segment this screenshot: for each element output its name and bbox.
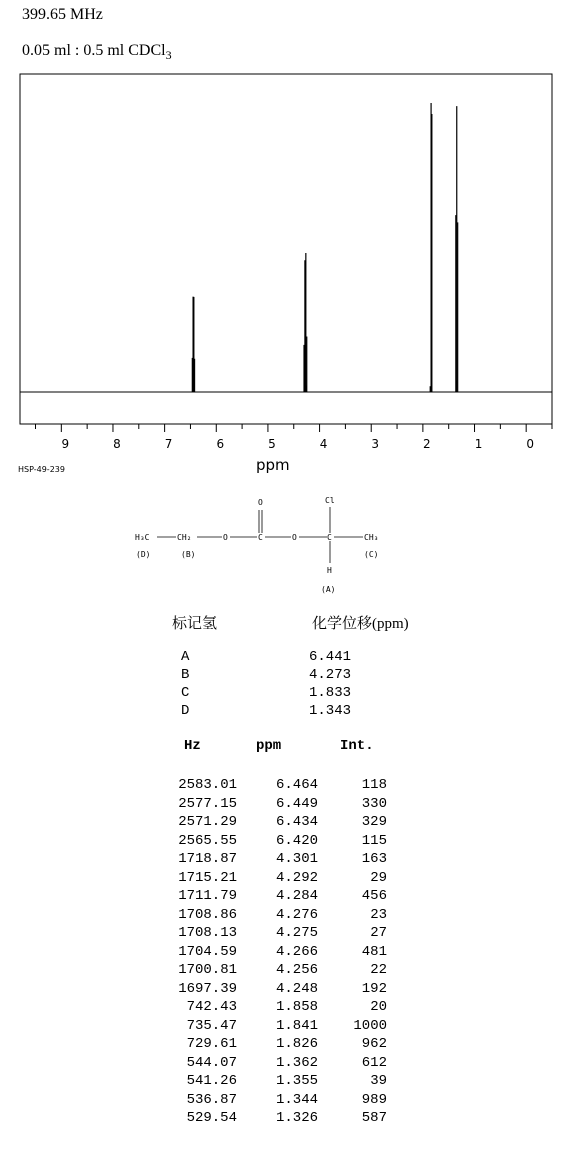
peak-hz: 735.47 (186, 1017, 237, 1034)
x-tick-label: 7 (164, 437, 173, 451)
peak-hz: 2577.15 (178, 795, 237, 812)
peak-header-int: Int. (340, 738, 374, 754)
peak-int: 330 (361, 795, 387, 812)
assignment-ppm: 4.273 (309, 667, 352, 683)
struct-label-d: (D) (136, 550, 151, 559)
x-tick-label: 6 (216, 437, 225, 451)
peak-int: 23 (370, 906, 387, 923)
assignment-header-shift: 化学位移(ppm) (312, 616, 409, 632)
peak-ppm: 4.248 (275, 980, 318, 997)
peak-hz: 1715.21 (178, 869, 237, 886)
peak-ppm: 1.826 (275, 1036, 318, 1052)
peak-int: 22 (370, 962, 387, 978)
peak-hz: 1704.59 (178, 943, 237, 960)
peak-header-hz: Hz (184, 738, 201, 754)
peak-int: 456 (361, 888, 387, 904)
peak-hz: 529.54 (186, 1110, 237, 1126)
peak-ppm: 6.420 (275, 832, 318, 849)
peak-ppm: 4.256 (275, 962, 318, 978)
peak-ppm: 4.301 (275, 851, 318, 867)
peak-ppm: 1.841 (275, 1017, 318, 1034)
struct-o1: O (223, 533, 228, 542)
x-tick-label: 9 (61, 437, 70, 451)
assignment-label: C (181, 685, 190, 701)
peak-int: 39 (370, 1073, 387, 1089)
assignment-label: A (181, 649, 190, 665)
x-tick-label: 3 (371, 437, 380, 451)
struct-ch2: CH₂ (177, 533, 192, 542)
spectrometer-frequency: 399.65 MHz (22, 6, 103, 23)
peak-hz: 729.61 (186, 1036, 237, 1052)
peak-hz: 1708.13 (178, 925, 237, 941)
peak-ppm: 1.326 (275, 1110, 318, 1126)
peak-int: 27 (370, 925, 387, 941)
peak-ppm: 4.284 (275, 888, 318, 904)
peak-hz: 541.26 (186, 1073, 237, 1089)
peak-ppm: 4.292 (275, 869, 318, 886)
peak-hz: 1700.81 (178, 962, 237, 978)
peak-ppm: 6.434 (275, 814, 318, 830)
peak-int: 29 (370, 869, 387, 886)
assignment-ppm: 1.343 (309, 703, 352, 719)
x-tick-label: 2 (423, 437, 431, 451)
peak-int: 1000 (353, 1017, 387, 1034)
peak-int: 20 (370, 999, 387, 1015)
peak-hz: 1708.86 (178, 906, 237, 923)
peak-hz: 536.87 (186, 1091, 237, 1108)
peak-ppm: 1.858 (275, 999, 318, 1015)
peak-hz: 2565.55 (178, 832, 237, 849)
peak-hz: 2583.01 (178, 777, 237, 793)
struct-label-b: (B) (181, 550, 196, 559)
x-tick-label: 8 (113, 437, 121, 451)
peak-ppm: 6.464 (275, 777, 318, 793)
x-tick-label: 5 (268, 437, 276, 451)
peak-int: 587 (361, 1110, 387, 1126)
peak-ppm: 4.275 (275, 925, 318, 941)
struct-carbonyl-c: C (258, 533, 263, 542)
assignment-label: B (181, 667, 190, 683)
solvent-subscript: 3 (165, 48, 172, 63)
struct-o2: O (292, 533, 297, 542)
peak-int: 989 (361, 1091, 387, 1108)
struct-center-c: C (327, 533, 332, 542)
peak-ppm: 4.276 (275, 906, 318, 923)
peak-int: 612 (361, 1054, 387, 1071)
peak-ppm: 1.362 (275, 1054, 318, 1071)
assignment-ppm: 6.441 (309, 649, 352, 665)
struct-h3c: H₃C (135, 533, 150, 542)
peak-hz: 1718.87 (178, 851, 237, 867)
peak-ppm: 1.344 (275, 1091, 318, 1108)
struct-ch3: CH₃ (364, 533, 379, 542)
assignment-header-label: 标记氢 (172, 616, 218, 632)
peak-ppm: 6.449 (275, 795, 318, 812)
peak-hz: 544.07 (186, 1054, 237, 1071)
peak-ppm: 4.266 (275, 943, 318, 960)
peak-int: 115 (361, 832, 387, 849)
peak-int: 962 (361, 1036, 387, 1052)
struct-carbonyl-o: O (258, 498, 263, 507)
peak-hz: 2571.29 (178, 814, 237, 830)
peak-hz: 1697.39 (178, 980, 237, 997)
spectrum-code: HSP-49-239 (18, 465, 65, 474)
peak-header-ppm: ppm (256, 738, 282, 754)
x-tick-label: 0 (526, 437, 534, 451)
peak-int: 163 (361, 851, 387, 867)
struct-h: H (327, 566, 332, 575)
assignment-ppm: 1.833 (309, 685, 352, 701)
peak-int: 329 (361, 814, 387, 830)
x-tick-label: 4 (319, 437, 328, 451)
peak-ppm: 1.355 (275, 1073, 318, 1089)
solvent-text: 0.05 ml : 0.5 ml CDCl (22, 42, 166, 59)
struct-cl: Cl (325, 496, 335, 505)
peak-int: 118 (361, 777, 387, 793)
struct-label-a: (A) (321, 585, 336, 594)
peak-int: 192 (361, 980, 387, 997)
peak-hz: 1711.79 (178, 888, 237, 904)
peak-int: 481 (361, 943, 387, 960)
peak-hz: 742.43 (186, 999, 237, 1015)
assignment-label: D (181, 703, 190, 719)
struct-label-c: (C) (364, 550, 379, 559)
x-axis-label: ppm (256, 456, 290, 474)
x-tick-label: 1 (474, 437, 483, 451)
